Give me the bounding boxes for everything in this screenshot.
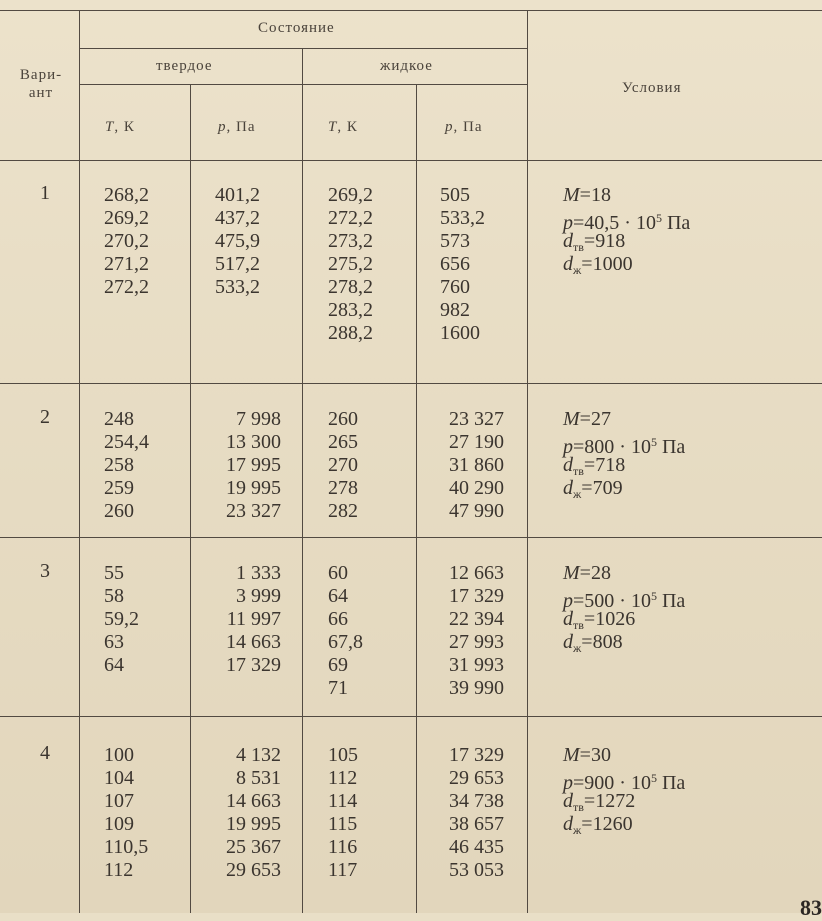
header-state: Состояние [258, 20, 335, 36]
group-rule-2 [0, 537, 822, 538]
liquid-p-4: 17 329 29 653 34 738 38 657 46 435 53 053 [449, 744, 504, 881]
solid-p-4: 4 132 8 531 14 663 19 995 25 367 29 653 [226, 744, 281, 881]
conditions-1: M=18 $p=40,5 \cdot 10^5$ Па $d_{тв}=918$ $d_ж=1000$ [563, 184, 691, 277]
header-bottom-rule [0, 160, 822, 161]
page-number: 83 [800, 895, 822, 920]
col-rule-conditions [527, 10, 528, 913]
col-rule-liquid-p [416, 84, 417, 913]
header-conditions: Условия [622, 80, 682, 96]
group-rule-3 [0, 716, 822, 717]
liquid-T-1: 269,2 272,2 273,2 275,2 278,2 283,2 288,2 [328, 184, 373, 344]
variant-4: 4 [40, 742, 50, 764]
solid-T-3: 55 58 59,2 63 64 [104, 562, 139, 676]
header-solid: твердое [156, 58, 213, 74]
header-sub-rule [80, 84, 528, 85]
conditions-3: M=28 $p=500 \cdot 10^5$ Па $d_{тв}=1026$ $d_ж=808$ [563, 562, 686, 655]
solid-T-1: 268,2 269,2 270,2 271,2 272,2 [104, 184, 149, 298]
liquid-T-3: 60 64 66 67,8 69 71 [328, 562, 363, 699]
group-rule-1 [0, 383, 822, 384]
variant-1: 1 [40, 182, 50, 204]
header-liquid-p: p, Па [445, 119, 483, 135]
col-rule-solid-p [190, 84, 191, 913]
liquid-T-2: 260 265 270 278 282 [328, 408, 358, 522]
header-state-rule [80, 48, 528, 49]
liquid-p-3: 12 663 17 329 22 394 27 993 31 993 39 990 [449, 562, 504, 699]
variant-3: 3 [40, 560, 50, 582]
header-variant: Вари- ант [19, 67, 63, 101]
header-solid-T: T, К [105, 119, 135, 135]
solid-p-2: 7 998 13 300 17 995 19 995 23 327 [226, 408, 281, 522]
header-liquid: жидкое [380, 58, 433, 74]
conditions-4: M=30 $p=900 \cdot 10^5$ Па $d_{тв}=1272$ $d_ж=1260$ [563, 744, 686, 837]
solid-T-2: 248 254,4 258 259 260 [104, 408, 149, 522]
col-rule-variant [79, 10, 80, 913]
liquid-p-2: 23 327 27 190 31 860 40 290 47 990 [449, 408, 504, 522]
variant-2: 2 [40, 406, 50, 428]
table-top-rule [0, 10, 822, 11]
liquid-T-4: 105 112 114 115 116 117 [328, 744, 358, 881]
solid-p-1: 401,2 437,2 475,9 517,2 533,2 [215, 184, 260, 298]
liquid-p-1: 505 533,2 573 656 760 982 1600 [440, 184, 485, 344]
header-liquid-T: T, К [328, 119, 358, 135]
solid-p-3: 1 333 3 999 11 997 14 663 17 329 [226, 562, 281, 676]
solid-T-4: 100 104 107 109 110,5 112 [104, 744, 149, 881]
header-solid-p: p, Па [218, 119, 256, 135]
conditions-2: M=27 $p=800 \cdot 10^5$ Па $d_{тв}=718$ $d_ж=709$ [563, 408, 686, 501]
col-rule-liquid [302, 48, 303, 913]
